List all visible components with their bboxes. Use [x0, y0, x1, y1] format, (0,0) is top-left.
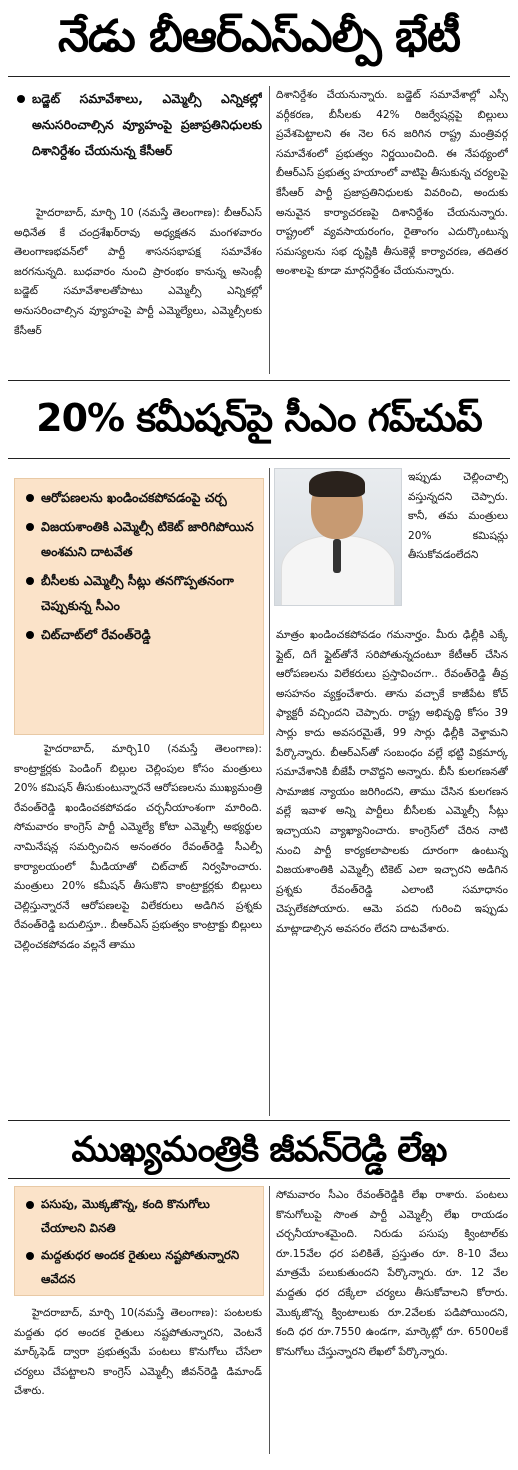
article2-headline-divider — [8, 458, 510, 459]
article3-bullet: పసుపు, మొక్కజొన్న, కంది కొనుగోలు చేయాలని వినతి — [23, 1192, 257, 1240]
article3-column-divider — [269, 1186, 270, 1454]
article2-right-text: మాత్రం ఖండించకపోవడం గమనార్హం. మీరు ఢిల్లీకి ఎక్కే ఫ్లైట్, దిగే ఫ్లైట్‌తోనే సరిపోతున్నదంటూ కేటీఆర్ చేసిన ఆరోపణలను విలేకరులు ప్రస్తావించగా.. రేవంత్‌రెడ్డి తీవ్ర అసహనం వ్యక్తంచేశారు. తాను వచ్చాకే కాజీపేట కోచ్ ఫ్యాక్టరీ వచ్చిందని చెప్పారు. రాష్ట్ర అభివృద్ధి కోసం 39 సార్లు కాదు అవసరమైతే, 99 సార్లు ఢిల్లీకి వెళ్తామని పేర్కొన్నారు. బీఆర్ఎస్‌తో సంబంధం వల్లే భట్టి విక్రమార్క సమావేశానికి బీజేపీ రావొద్దని అన్నారు. బీసీ కులగణనతో సామాజిక న్యాయం జరిగిందని, తాము చేసిన కులగణన వల్లే ఇవాళ అన్ని పార్టీలు బీసీలకు ఎమ్మెల్సీ సీట్లు ఇచ్చాయని వ్యాఖ్యానించారు. కాంగ్రెస్‌లో చేరిన నాటి నుంచి పార్టీ కార్యకలాపాలకు దూరంగా ఉంటున్న విజయశాంతికి ఎమ్మెల్సీ టికెట్ ఎలా ఇచ్చారని అడిగిన ప్రశ్నకు రేవంత్‌రెడ్డి ఎలాంటి సమాధానం చెప్పలేకపోయారు. ఆమె పదవి గురించి ఇప్పుడు మాట్లాడాల్సిన అవసరం లేదని దాటవేశారు. — [276, 629, 508, 935]
article2-bullet: బీసీలకు ఎమ్మెల్సీ సీట్లు తనగొప్పతనంగా చెప్పుకున్న సీఎం — [23, 568, 257, 618]
article3-highlight-box — [14, 1186, 264, 1296]
article1-left-text: హైదరాబాద్, మార్చి 10 (నమస్తే తెలంగాణ): బీఆర్ఎస్ అధినేత కే చంద్రశేఖర్‌రావు అధ్యక్షతన మంగళవారం తెలంగాణభవన్‌లో పార్టీ శాసనసభాపక్ష సమావేశం జరగనున్నది. బుధవారం నుంచి ప్రారంభం కానున్న అసెంబ్లీ బడ్జెట్ సమావేశాలతోపాటు ఎమ్మెల్సీ ఎన్నికల్లో అనుసరించాల్సిన వ్యూహంపై పార్టీ ఎమ్మెల్యేలు, ఎమ్మెల్సీలకు కేసీఆర్ — [14, 207, 262, 337]
article1-column-divider — [269, 86, 270, 374]
article2-headline: 20% కమీషన్‌పై సీఎం గప్‌చుప్ — [36, 396, 482, 440]
article2-highlight-box — [14, 478, 264, 735]
article2-right-top-body — [408, 468, 508, 624]
article1-headline: నేడు బీఆర్ఎస్ఎల్పీ భేటీ — [58, 11, 460, 62]
article1-left-body — [14, 204, 262, 374]
article2-bullet: విజయశాంతికి ఎమ్మెల్సీ టికెట్ జారిగిపోయిన అంశమని దాటవేత — [23, 514, 257, 564]
article3-bullet: మద్దతుధర అందక రైతులు నష్టపోతున్నారని ఆవేదన — [23, 1243, 257, 1291]
article2-left-text: హైదరాబాద్, మార్చి10 (నమస్తే తెలంగాణ): కాంట్రాక్టర్లకు పెండింగ్ బిల్లుల చెల్లింపుల కోసం మంత్రులు 20% కమిషన్ తీసుకుంటున్నారనే ఆరోపణలను ముఖ్యమంత్రి రేవంత్‌రెడ్డి ఖండించకపోవడం చర్చనీయాంశంగా మారింది. సోమవారం కాంగ్రెస్ పార్టీ ఎమ్మెల్యే కోటా ఎమ్మెల్సీ అభ్యర్థుల నామినేషన్ల సమర్పించిన అనంతరం రేవంత్‌రెడ్డి సీఎల్పీ కార్యాలయంలో మీడియాతో చిట్‌చాట్ నిర్వహించారు. మంత్రులు 20% కమీషన్ తీసుకొని కాంట్రాక్టర్లకు బిల్లులు చెల్లిస్తున్నారనే ఆరోపణలపై విలేకరులు అడిగిన ప్రశ్నకు రేవంత్‌రెడ్డి బదులిస్తూ.. బీఆర్ఎస్ ప్రభుత్వం కాంట్రాక్టు బిల్లులు చెల్లించకపోవడం వల్లనే తాము — [14, 743, 262, 951]
article1-highlights — [14, 86, 262, 198]
article3-headline-divider — [8, 1178, 510, 1179]
revanth-reddy-photo — [274, 468, 402, 606]
article2-right-body — [276, 626, 508, 1116]
article2-bullet: ఆరోపణలను ఖండించకపోవడంపై చర్చ — [23, 485, 257, 510]
article1-bullet: బడ్జెట్ సమావేశాలు, ఎమ్మెల్సీ ఎన్నికల్లో అనుసరించాల్సిన వ్యూహంపై ప్రజాప్రతినిధులకు దిశానిర్దేశం చేయనున్న కేసీఆర్ — [14, 86, 262, 164]
article2-left-body — [14, 740, 262, 1115]
article2-right-top-text: ఇప్పుడు చెల్లించాల్సి వస్తున్నదని చెప్పారు. కానీ, తమ మంత్రులు 20% కమిషన్లు తీసుకోవడంలేదని — [408, 471, 508, 562]
hair-shape — [309, 471, 365, 497]
article3-headline: ముఖ్యమంత్రికి జీవన్‌రెడ్డి లేఖ — [71, 1130, 447, 1170]
article3-top-divider — [8, 1120, 510, 1121]
microphone-icon — [333, 539, 341, 573]
article1-bullet-list — [14, 86, 262, 164]
article2-bullet: చిట్‌చాట్‌లో రేవంత్‌రెడ్డి — [23, 622, 257, 647]
article3-right-text: సోమవారం సీఎం రేవంత్‌రెడ్డికి లేఖ రాశారు. పంటలు కొనుగోలుపై సొంత పార్టీ ఎమ్మెల్సీ లేఖ రాయడం చర్చనీయాంశమైంది. నిరుడు పసుపు క్వింటాల్‌కు రూ.15వేల ధర పలికితే, ప్రస్తుతం రూ. 8-10 వేలు మాత్రమే పలుకుతుందని పేర్కొన్నారు. రూ. 12 వేల మద్దతు ధర దక్కేలా చర్యలు తీసుకోవాలని కోరారు. మొక్కజొన్న క్వింటాలుకు రూ.2వేలకు పడిపోయిందని, కంది ధర రూ.7550 ఉండగా, మార్కెట్లో రూ. 6500లకే కొనుగోలు చేస్తున్నారని లేఖలో పేర్కొన్నారు. — [276, 1189, 508, 1358]
article1-right-body — [276, 86, 508, 374]
article2-bullet-list — [15, 479, 263, 647]
article3-left-body — [14, 1304, 262, 1454]
article1-right-text: దిశానిర్దేశం చేయనున్నారు. బడ్జెట్ సమావేశాల్లో ఎస్సీ వర్గీకరణ, బీసీలకు 42% రిజర్వేషన్లపై బిల్లులు ప్రవేశపెట్టాలని ఈ నెల 6న జరిగిన రాష్ట్ర మంత్రివర్గ సమావేశంలో ప్రభుత్వం నిర్ణయించింది. ఈ నేపథ్యంలో బీఆర్ఎస్ ప్రభుత్వ హయాంలో వాటిపై తీసుకున్న చర్యలపై కేసీఆర్ పార్టీ ప్రజాప్రతినిధులకు వివరించి, అందుకు అనువైన కార్యాచరణపై దిశానిర్దేశం చేయనున్నారు. రాష్ట్రంలో వ్యవసాయరంగం, రైతాంగం ఎదుర్కొంటున్న సమస్యలను సభ దృష్టికి తీసుకెళ్లే కార్యాచరణ, తదితర అంశాలపై కూడా మార్గనిర్దేశం చేయనున్నారు. — [276, 89, 508, 278]
article1-top-divider — [8, 76, 510, 77]
article3-bullet-list — [15, 1187, 263, 1291]
article3-left-text: హైదరాబాద్, మార్చి 10(నమస్తే తెలంగాణ): పంటలకు మద్దతు ధర అందక రైతులు నష్టపోతున్నారని, వెంటనే మార్క్‌ఫెడ్ ద్వారా ప్రభుత్వమే పంటలు కొనుగోలు చేసేలా చర్యలు చేపట్టాలని కాంగ్రెస్ ఎమ్మెల్సీ జీవన్‌రెడ్డి డిమాండ్ చేశారు. — [14, 1307, 262, 1398]
article3-right-body — [276, 1186, 508, 1454]
article2-column-divider — [269, 468, 270, 1116]
article2-top-divider — [8, 380, 510, 381]
